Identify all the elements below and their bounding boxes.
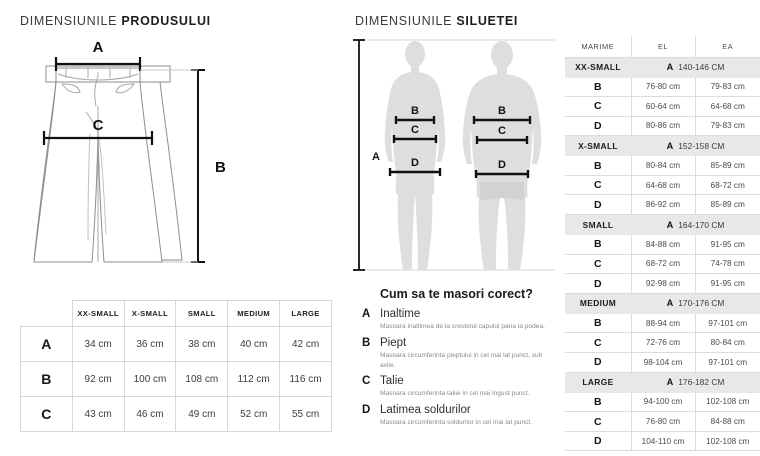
product-cell-a-x-small: 36 cm: [124, 327, 176, 362]
size-cell-xs-d-ea: 85-89 cm: [695, 195, 760, 215]
product-dimensions-panel: [0, 0, 345, 456]
size-cell-l-c-ea: 84-88 cm: [695, 412, 760, 432]
size-cell-l-d-el: 104-110 cm: [631, 431, 695, 451]
size-cell-xs-b-el: 80-84 cm: [631, 156, 695, 176]
female-label-b: B: [411, 105, 419, 117]
size-band-value-xx-small: 140-146 CM: [678, 62, 725, 72]
measure-desc-c: Masoara circumferinta taliei in cel mai ingust punct.: [380, 390, 530, 398]
size-band-value-medium: 170-176 CM: [678, 298, 725, 309]
how-to-measure-section: [362, 287, 560, 433]
measure-name-b: Piept: [380, 336, 407, 349]
silhouette-title-light: DIMENSIUNILE: [355, 14, 453, 28]
size-band-height-xx-small: [631, 57, 760, 77]
measure-letter-b: B: [362, 336, 371, 349]
size-row-label-s-b: B: [565, 235, 631, 255]
table-row: [565, 392, 760, 412]
table-row: [565, 254, 760, 274]
size-band-height-x-small: [631, 136, 760, 156]
measure-desc-b: Masoara circumferinta pieptului in cel mai lat punct, sub axile.: [380, 351, 543, 369]
measure-letter-a: A: [362, 308, 371, 320]
size-band-name-large: LARGE: [565, 372, 631, 392]
size-cell-xxs-b-ea: 79-83 cm: [695, 77, 760, 97]
trousers-diagram: [18, 34, 338, 289]
product-cell-c-xx-small: 43 cm: [72, 397, 124, 432]
measure-name-d: Latimea soldurilor: [380, 403, 471, 416]
male-label-c: C: [498, 125, 506, 137]
size-cell-l-d-ea: 102-108 cm: [695, 431, 760, 451]
size-band-letter-xx-small: A: [666, 62, 674, 72]
size-row-label-l-d: D: [565, 431, 631, 451]
table-row: [21, 397, 332, 432]
size-cell-xxs-d-el: 80-86 cm: [631, 116, 695, 136]
product-table-header-row: [21, 301, 332, 327]
size-row-label-l-c: C: [565, 412, 631, 432]
table-row: [565, 431, 760, 451]
measure-item-b: [362, 337, 560, 370]
female-label-c: C: [411, 124, 419, 136]
size-cell-s-c-ea: 74-78 cm: [695, 254, 760, 274]
dimension-b-line: [191, 70, 205, 262]
size-col-el: EL: [631, 36, 695, 57]
product-cell-a-medium: 40 cm: [228, 327, 280, 362]
size-row-label-l-b: B: [565, 392, 631, 412]
male-silhouette: [463, 41, 542, 270]
size-row-label-xs-b: B: [565, 156, 631, 176]
male-label-b: B: [498, 105, 506, 117]
size-cell-l-b-el: 94-100 cm: [631, 392, 695, 412]
size-cell-s-c-el: 68-72 cm: [631, 254, 695, 274]
product-cell-b-x-small: 100 cm: [124, 362, 176, 397]
size-band-xx-small: [565, 57, 760, 77]
table-row: [565, 333, 760, 353]
table-row: [565, 116, 760, 136]
table-row: [21, 327, 332, 362]
product-cell-a-large: 42 cm: [280, 327, 332, 362]
size-band-height-large: [631, 372, 760, 392]
product-cell-b-large: 116 cm: [280, 362, 332, 397]
table-row: [565, 77, 760, 97]
table-row: [565, 274, 760, 294]
silhouette-title-bold: SILUETEI: [456, 14, 519, 28]
table-row: [565, 175, 760, 195]
product-row-label-c: C: [21, 397, 73, 432]
product-col-small: SMALL: [176, 301, 228, 327]
size-band-medium: [565, 293, 760, 313]
size-col-ea: EA: [695, 36, 760, 57]
size-band-name-small: SMALL: [565, 215, 631, 235]
size-band-large: [565, 372, 760, 392]
product-col-medium: MEDIUM: [228, 301, 280, 327]
trousers-label-c: C: [92, 117, 104, 134]
trousers-svg: [18, 34, 338, 289]
table-row: [565, 412, 760, 432]
product-section-title: [20, 14, 211, 28]
product-cell-a-small: 38 cm: [176, 327, 228, 362]
size-band-name-x-small: X-SMALL: [565, 136, 631, 156]
size-band-height-small: [631, 215, 760, 235]
size-cell-s-b-el: 84-88 cm: [631, 235, 695, 255]
product-col-large: LARGE: [280, 301, 332, 327]
measure-letter-d: D: [362, 403, 371, 416]
measure-desc-d: Masoara circumferinta soldurilor in cel mai lat punct.: [380, 419, 533, 427]
size-cell-xs-c-ea: 68-72 cm: [695, 175, 760, 195]
product-cell-c-small: 49 cm: [176, 397, 228, 432]
product-cell-c-large: 55 cm: [280, 397, 332, 432]
size-row-label-xs-c: C: [565, 175, 631, 195]
table-row: [565, 97, 760, 117]
table-row: [565, 313, 760, 333]
size-band-name-xx-small: XX-SMALL: [565, 57, 631, 77]
size-cell-m-d-ea: 97-101 cm: [695, 353, 760, 373]
size-band-value-small: 164-170 CM: [678, 219, 725, 230]
measure-letter-c: C: [362, 375, 371, 388]
size-band-x-small: [565, 136, 760, 156]
measure-item-a: [362, 308, 560, 332]
trousers-label-a: A: [92, 39, 104, 56]
size-cell-m-b-el: 88-94 cm: [631, 313, 695, 333]
size-row-label-s-c: C: [565, 254, 631, 274]
size-row-label-xxs-b: B: [565, 77, 631, 97]
silhouette-dimensions-panel: [350, 0, 560, 456]
product-cell-c-x-small: 46 cm: [124, 397, 176, 432]
measure-name-c: Talie: [380, 375, 404, 388]
product-col-xx-small: XX-SMALL: [72, 301, 124, 327]
product-measurements-table: [20, 300, 332, 432]
product-title-light: DIMENSIUNILE: [20, 14, 118, 28]
body-silhouettes-diagram: [350, 32, 560, 282]
product-cell-b-medium: 112 cm: [228, 362, 280, 397]
female-label-d: D: [411, 157, 419, 169]
silhouette-label-a: A: [372, 151, 380, 163]
size-band-value-x-small: 152-158 CM: [678, 140, 725, 151]
size-chart-panel: [565, 0, 760, 456]
size-cell-s-d-ea: 91-95 cm: [695, 274, 760, 294]
measure-name-a: Inaltime: [380, 308, 421, 320]
measure-desc-a: Masoara inaltimea de la crestetul capului pana la podea.: [380, 323, 545, 331]
silhouettes-svg: [350, 32, 560, 282]
product-cell-b-xx-small: 92 cm: [72, 362, 124, 397]
size-cell-s-d-el: 92-98 cm: [631, 274, 695, 294]
size-cell-l-c-el: 76-80 cm: [631, 412, 695, 432]
size-row-label-xxs-c: C: [565, 97, 631, 117]
size-band-name-medium: MEDIUM: [565, 293, 631, 313]
size-band-letter-small: A: [666, 219, 674, 230]
product-col-x-small: X-SMALL: [124, 301, 176, 327]
product-cell-b-small: 108 cm: [176, 362, 228, 397]
size-row-label-xs-d: D: [565, 195, 631, 215]
size-row-label-xxs-d: D: [565, 116, 631, 136]
female-silhouette: [385, 41, 446, 270]
product-cell-c-medium: 52 cm: [228, 397, 280, 432]
size-table-header-row: [565, 36, 760, 57]
product-title-bold: PRODUSULUI: [121, 14, 211, 28]
size-cell-m-d-el: 98-104 cm: [631, 353, 695, 373]
product-table-corner: [21, 301, 73, 327]
measure-item-c: [362, 375, 560, 399]
size-band-height-medium: [631, 293, 760, 313]
table-row: [565, 195, 760, 215]
size-cell-xs-d-el: 86-92 cm: [631, 195, 695, 215]
trousers-label-b: B: [215, 159, 226, 176]
size-cell-xxs-c-el: 60-64 cm: [631, 97, 695, 117]
size-cell-m-b-ea: 97-101 cm: [695, 313, 760, 333]
size-row-label-s-d: D: [565, 274, 631, 294]
size-band-small: [565, 215, 760, 235]
size-cell-xs-b-ea: 85-89 cm: [695, 156, 760, 176]
silhouette-section-title: [355, 14, 518, 28]
size-row-label-m-c: C: [565, 333, 631, 353]
product-cell-a-xx-small: 34 cm: [72, 327, 124, 362]
size-band-letter-medium: A: [666, 298, 674, 309]
table-row: [565, 353, 760, 373]
body-size-table: [565, 36, 760, 451]
size-cell-xs-c-el: 64-68 cm: [631, 175, 695, 195]
size-row-label-m-d: D: [565, 353, 631, 373]
table-row: [565, 235, 760, 255]
size-cell-xxs-c-ea: 64-68 cm: [695, 97, 760, 117]
size-col-marime: MARIME: [565, 36, 631, 57]
size-cell-xxs-b-el: 76-80 cm: [631, 77, 695, 97]
size-cell-l-b-ea: 102-108 cm: [695, 392, 760, 412]
product-row-label-b: B: [21, 362, 73, 397]
size-band-letter-x-small: A: [666, 140, 674, 151]
size-cell-m-c-el: 72-76 cm: [631, 333, 695, 353]
table-row: [21, 362, 332, 397]
table-row: [565, 156, 760, 176]
size-cell-xxs-d-ea: 79-83 cm: [695, 116, 760, 136]
measure-item-d: [362, 404, 560, 428]
size-band-letter-large: A: [666, 377, 674, 388]
product-row-label-a: A: [21, 327, 73, 362]
size-band-value-large: 176-182 CM: [678, 377, 725, 388]
silhouette-height-line: [353, 40, 365, 270]
size-cell-m-c-ea: 80-84 cm: [695, 333, 760, 353]
size-cell-s-b-ea: 91-95 cm: [695, 235, 760, 255]
size-row-label-m-b: B: [565, 313, 631, 333]
male-label-d: D: [498, 159, 506, 171]
how-to-measure-title: Cum sa te masori corect?: [380, 287, 533, 301]
